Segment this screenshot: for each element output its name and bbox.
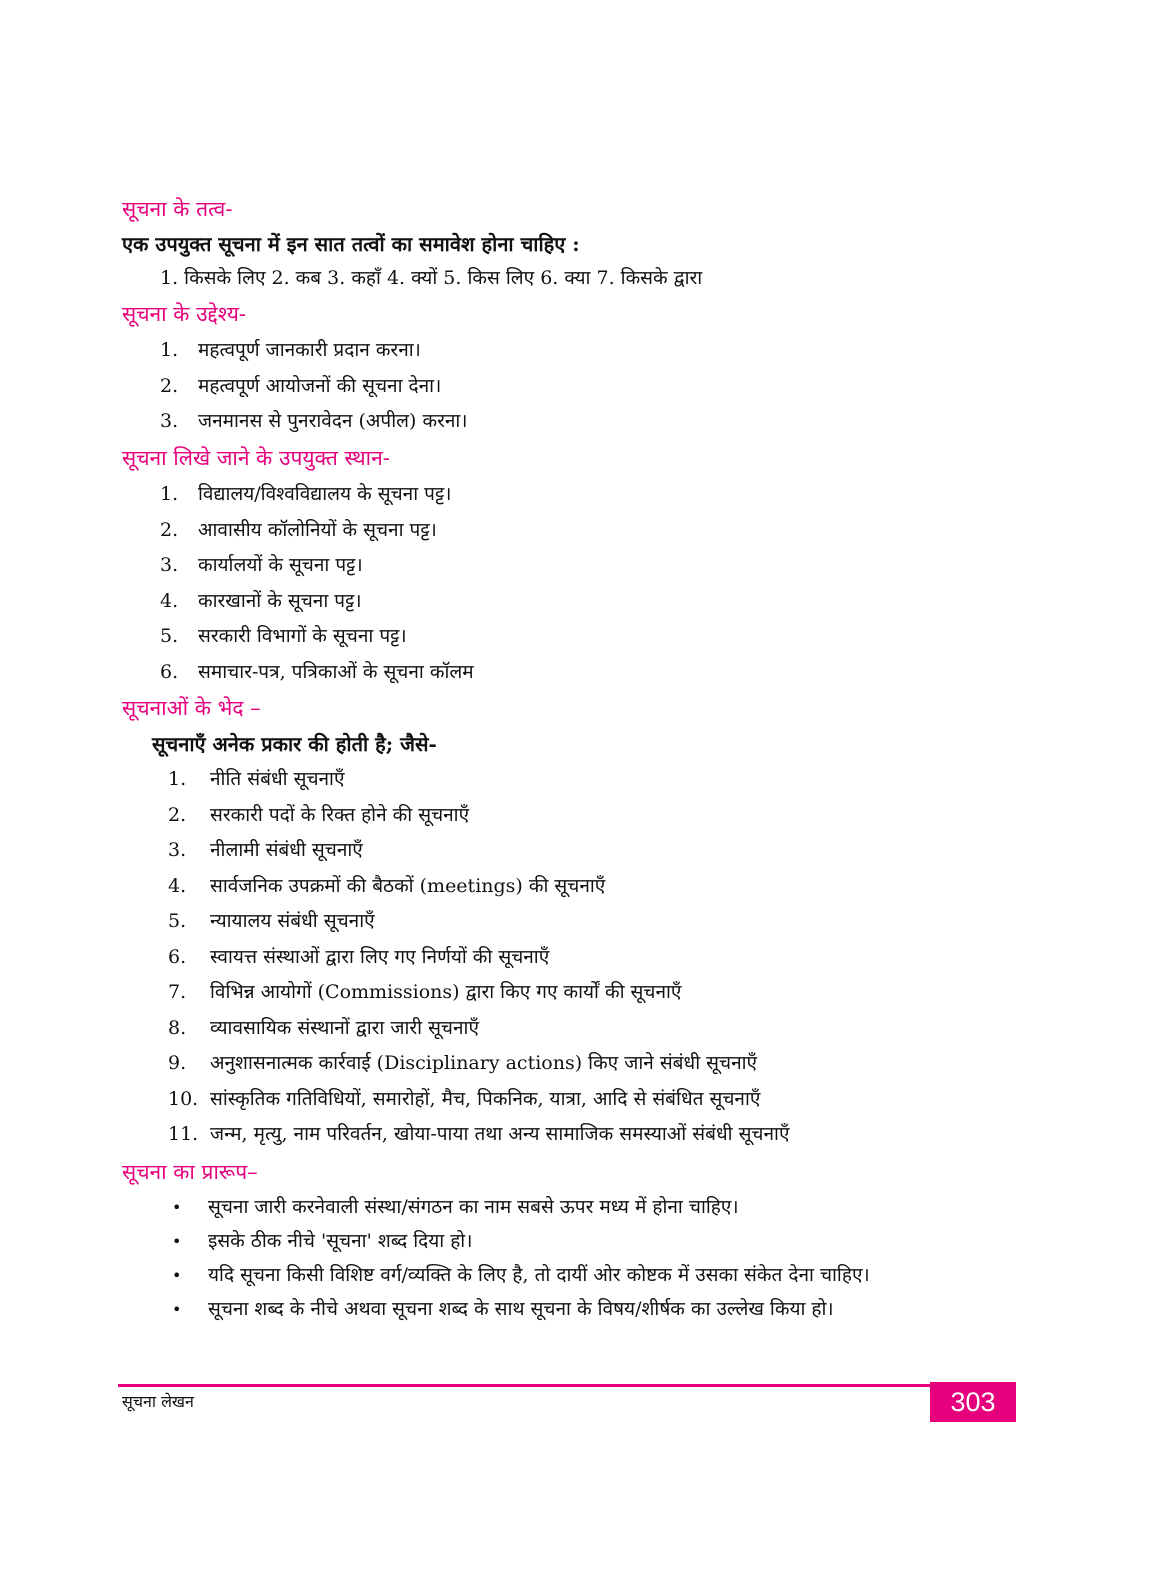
page-number-badge: 303 — [930, 1382, 1016, 1422]
list-text: सरकारी पदों के रिक्त होने की सूचनाएँ — [210, 803, 470, 826]
list-number: 1. — [168, 768, 187, 790]
bullet-icon: • — [172, 1300, 182, 1319]
elements-intro: एक उपयुक्त सूचना में इन सात तत्वों का समावेश होना चाहिए : — [122, 232, 580, 256]
section-heading-format: सूचना का प्रारूप– — [122, 1160, 258, 1184]
list-text: समाचार-पत्र, पत्रिकाओं के सूचना कॉलम — [198, 660, 474, 683]
section-heading-objectives: सूचना के उद्देश्य- — [122, 302, 246, 326]
list-number: 5. — [168, 910, 187, 932]
list-number: 3. — [168, 839, 187, 861]
list-text: महत्वपूर्ण आयोजनों की सूचना देना। — [198, 374, 442, 397]
list-number: 7. — [168, 981, 187, 1003]
list-number: 4. — [160, 589, 179, 612]
list-text: इसके ठीक नीचे 'सूचना' शब्द दिया हो। — [208, 1230, 473, 1252]
list-number: 6. — [160, 660, 179, 683]
list-text: सूचना शब्द के नीचे अथवा सूचना शब्द के साथ सूचना के विषय/शीर्षक का उल्लेख किया हो। — [208, 1298, 834, 1320]
list-number: 2. — [168, 803, 187, 826]
section-heading-elements: सूचना के तत्व- — [122, 197, 233, 221]
list-text: सूचना जारी करनेवाली संस्था/संगठन का नाम सबसे ऊपर मध्य में होना चाहिए। — [208, 1196, 739, 1218]
bullet-icon: • — [172, 1232, 182, 1251]
section-heading-places: सूचना लिखे जाने के उपयुक्त स्थान- — [122, 446, 390, 470]
list-text: स्वायत्त संस्थाओं द्वारा लिए गए निर्णयों की सूचनाएँ — [210, 945, 550, 968]
list-text: यदि सूचना किसी विशिष्ट वर्ग/व्यक्ति के लिए है, तो दायीं ओर कोष्टक में उसका संकेत देना चाहिए। — [208, 1264, 870, 1286]
list-text: न्यायालय संबंधी सूचनाएँ — [210, 910, 375, 932]
list-text: अनुशासनात्मक कार्रवाई (Disciplinary actions) किए जाने संबंधी सूचनाएँ — [210, 1052, 758, 1074]
list-text: कार्यालयों के सूचना पट्ट। — [198, 554, 363, 576]
list-text: सरकारी विभागों के सूचना पट्ट। — [198, 625, 407, 647]
list-number: 3. — [160, 410, 179, 432]
list-text: जनमानस से पुनरावेदन (अपील) करना। — [198, 410, 468, 432]
list-number: 1. — [160, 483, 179, 505]
list-number: 3. — [160, 554, 179, 576]
elements-line: 1. किसके लिए 2. कब 3. कहाँ 4. क्यों 5. किस लिए 6. क्या 7. किसके द्वारा — [160, 267, 703, 289]
list-text: सार्वजनिक उपक्रमों की बैठकों (meetings) की सूचनाएँ — [210, 874, 606, 897]
footer-divider — [118, 1384, 930, 1387]
list-number: 9. — [168, 1052, 187, 1074]
list-text: जन्म, मृत्यु, नाम परिवर्तन, खोया-पाया तथा अन्य सामाजिक समस्याओं संबंधी सूचनाएँ — [210, 1123, 790, 1145]
list-number: 2. — [160, 374, 179, 397]
list-number: 6. — [168, 945, 187, 968]
list-number: 8. — [168, 1016, 187, 1039]
list-text: कारखानों के सूचना पट्ट। — [198, 589, 362, 612]
footer-chapter-label: सूचना लेखन — [122, 1392, 194, 1411]
list-text: विद्यालय/विश्वविद्यालय के सूचना पट्ट। — [198, 483, 452, 505]
list-text: आवासीय कॉलोनियों के सूचना पट्ट। — [198, 518, 437, 541]
list-text: व्यावसायिक संस्थानों द्वारा जारी सूचनाएँ — [210, 1016, 479, 1039]
section-heading-types: सूचनाओं के भेद – — [122, 696, 261, 720]
list-text: सांस्कृतिक गतिविधियों, समारोहों, मैच, पिकनिक, यात्रा, आदि से संबंधित सूचनाएँ — [210, 1087, 761, 1110]
list-number: 1. — [160, 339, 179, 361]
bullet-icon: • — [172, 1198, 182, 1217]
list-number: 4. — [168, 874, 187, 897]
list-text: नीति संबंधी सूचनाएँ — [210, 768, 345, 790]
list-number: 5. — [160, 625, 179, 647]
list-text: नीलामी संबंधी सूचनाएँ — [210, 839, 363, 861]
list-text: महत्वपूर्ण जानकारी प्रदान करना। — [198, 339, 421, 361]
list-text: विभिन्न आयोगों (Commissions) द्वारा किए गए कार्यों की सूचनाएँ — [210, 981, 682, 1003]
list-number: 2. — [160, 518, 179, 541]
list-number: 10. — [168, 1087, 199, 1110]
list-number: 11. — [168, 1123, 199, 1145]
types-intro: सूचनाएँ अनेक प्रकार की होती है; जैसे- — [152, 732, 437, 756]
bullet-icon: • — [172, 1266, 182, 1285]
